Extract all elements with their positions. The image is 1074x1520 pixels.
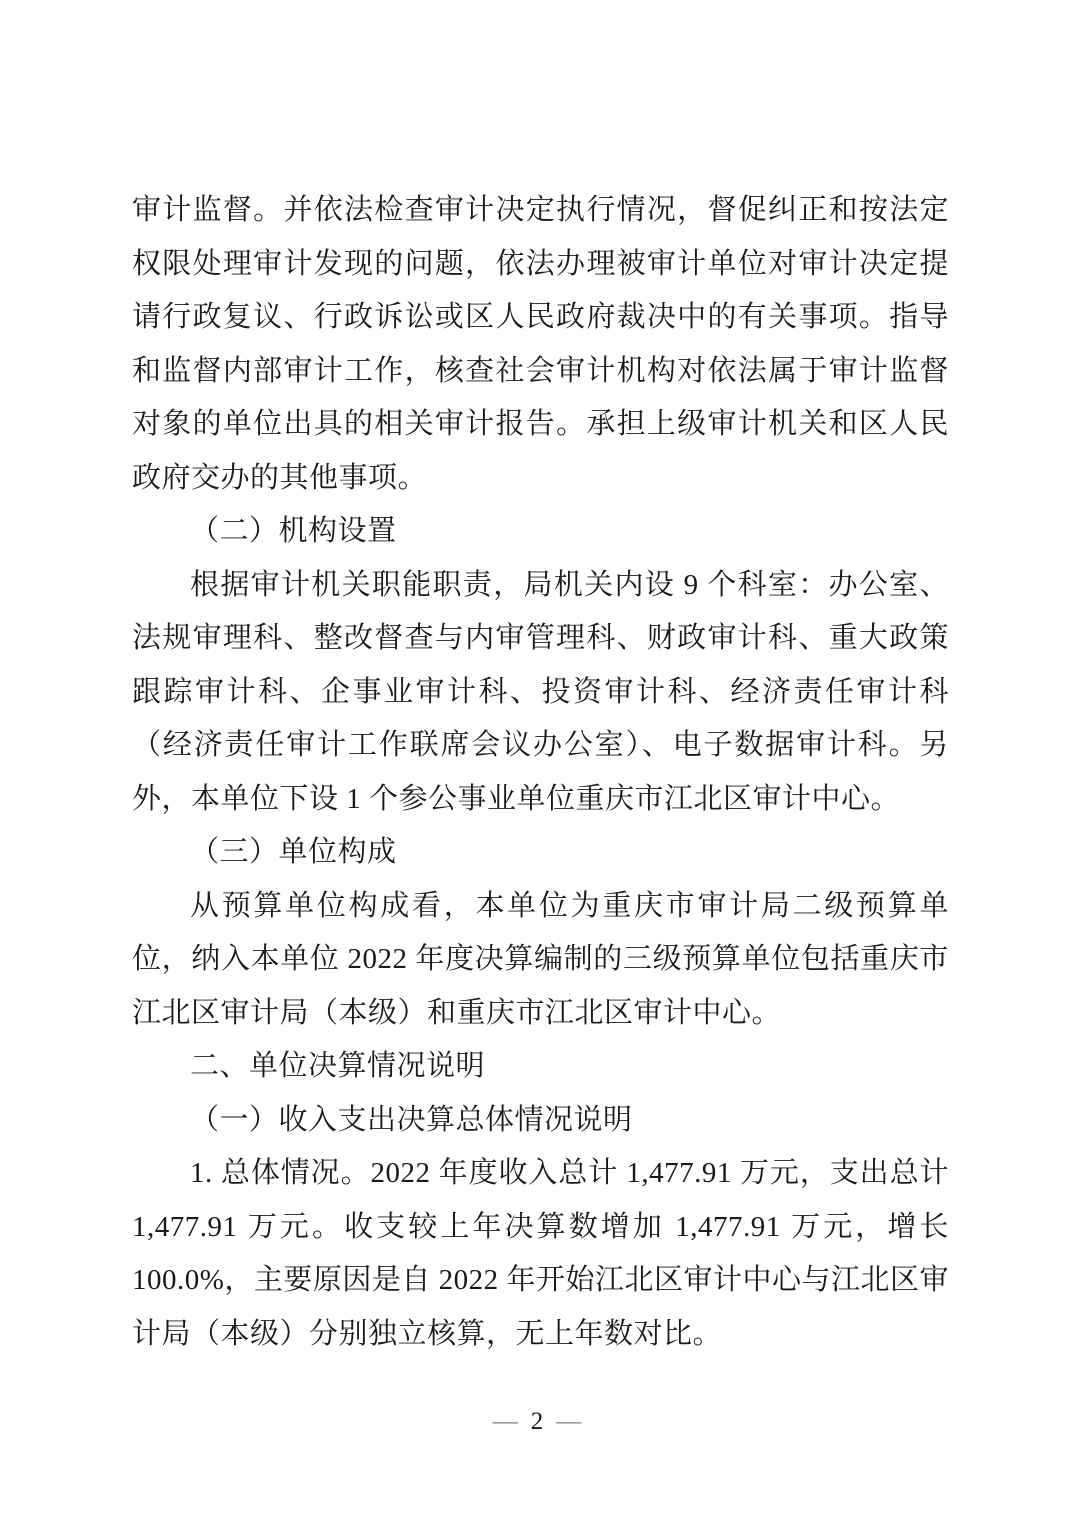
footer-dash-right: — — [556, 1408, 582, 1435]
footer-dash-left: — — [492, 1408, 518, 1435]
paragraph-audit-supervision-continuation: 审计监督。并依法检查审计决定执行情况，督促纠正和按法定权限处理审计发现的问题，依法办理被审计单位对审计决定提请行政复议、行政诉讼或区人民政府裁决中的有关事项。指导和监督内部审计工作，核查社会审计机构对依法属于审计监督对象的单位出具的相关审计报告。承担上级审计机关和区人民政府交办的其他事项。 — [132, 194, 949, 494]
heading-organization-setup: （二）机构设置 — [190, 515, 397, 547]
page-number: 2 — [530, 1408, 544, 1435]
heading-income-expenditure-overview: （一）收入支出决算总体情况说明 — [190, 1103, 633, 1136]
document-body — [132, 184, 949, 1361]
heading-final-accounts-explanation: 二、单位决算情况说明 — [190, 1050, 486, 1082]
page-footer — [0, 1406, 1074, 1438]
paragraph-overall-situation: 1. 总体情况。2022 年度收入总计 1,477.91 万元，支出总计 1,477.91 万元。收支较上年决算数增加 1,477.91 万元，增长 100.0%，主要原因是自 2022 年开始江北区审计中心与江北区审计局（本级）分别独立核算，无上年数对比。 — [132, 1157, 949, 1350]
paragraph-organization-setup: 根据审计机关职能职责，局机关内设 9 个科室：办公室、法规审理科、整改督查与内审管理科、财政审计科、重大政策跟踪审计科、企事业审计科、投资审计科、经济责任审计科（经济责任审计工作联席会议办公室）、电子数据审计科。另外，本单位下设 1 个参公事业单位重庆市江北区审计中心。 — [132, 568, 949, 815]
heading-unit-composition: （三）单位构成 — [190, 836, 397, 868]
paragraph-unit-composition: 从预算单位构成看，本单位为重庆市审计局二级预算单位，纳入本单位 2022 年度决算编制的三级预算单位包括重庆市江北区审计局（本级）和重庆市江北区审计中心。 — [132, 889, 949, 1029]
